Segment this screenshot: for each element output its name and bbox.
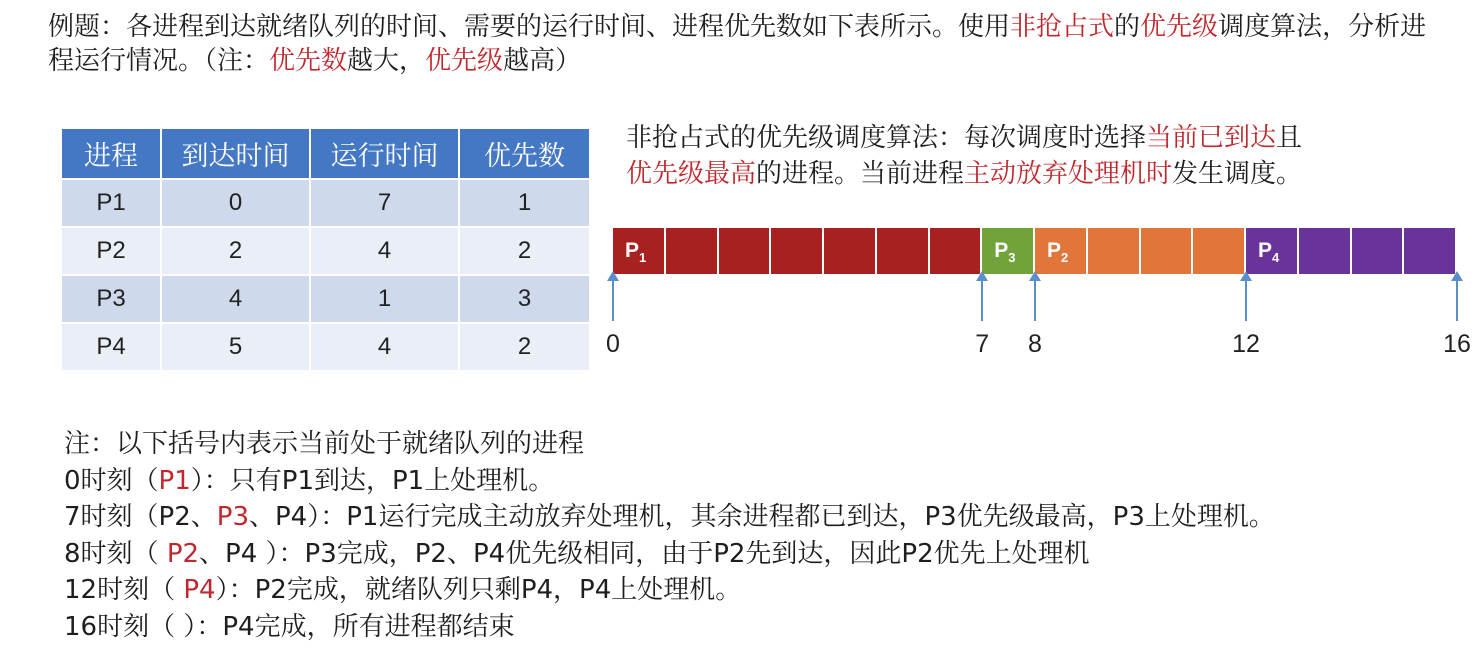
intro-text-5: 越高） bbox=[503, 46, 582, 76]
table-cell: P1 bbox=[61, 179, 161, 227]
table-cell: P3 bbox=[61, 275, 161, 323]
note-line bbox=[64, 463, 1464, 500]
note-line bbox=[64, 499, 1464, 536]
note-line bbox=[64, 572, 1464, 609]
intro-text-1: 例题：各进程到达就绪队列的时间、需要的运行时间、进程优先数如下表所示。使用 bbox=[48, 12, 1011, 42]
table-row bbox=[61, 179, 590, 227]
table-cell: 4 bbox=[161, 275, 310, 323]
note-highlight: P3 bbox=[216, 502, 249, 532]
note-highlight: P2 bbox=[166, 538, 200, 569]
note-text: 12时刻（ bbox=[64, 575, 184, 605]
gantt-cell bbox=[1404, 228, 1457, 274]
table-cell: 5 bbox=[161, 323, 310, 371]
table-row bbox=[61, 323, 590, 371]
algo-highlight-arrived: 当前已到达 bbox=[1146, 123, 1277, 153]
gantt-cell bbox=[719, 228, 772, 274]
table-cell: P2 bbox=[61, 227, 161, 275]
note-text: 8时刻（ bbox=[64, 538, 167, 569]
table-row bbox=[61, 275, 590, 323]
problem-statement bbox=[48, 10, 1448, 78]
table-cell: 0 bbox=[161, 179, 310, 227]
table-cell: 4 bbox=[310, 323, 459, 371]
gantt-time-arrow bbox=[1245, 277, 1247, 321]
gantt-process-label: $P_3$ bbox=[994, 239, 1016, 266]
note-highlight: P1 bbox=[158, 465, 191, 496]
gantt-process-label: $P_2$ bbox=[1047, 239, 1069, 266]
note-text: ）：P2完成，就绪队列只剩P4，P4上处理机。 bbox=[215, 575, 742, 605]
gantt-time-arrow bbox=[981, 277, 983, 321]
table-header-row bbox=[61, 128, 590, 179]
timeline-notes bbox=[64, 426, 1464, 645]
note-text: 、P4）：P1运行完成主动放弃处理机，其余进程都已到达，P3优先级最高，P3上处理机。 bbox=[249, 502, 1275, 532]
gantt-time-arrow bbox=[1034, 277, 1036, 321]
algo-text-2: 且 bbox=[1276, 123, 1303, 153]
gantt-cell bbox=[824, 228, 877, 274]
header-process: 进程 bbox=[61, 128, 161, 179]
note-text: ）：只有P1到达，P1上处理机。 bbox=[190, 465, 555, 496]
gantt-tick-label: 12 bbox=[1232, 330, 1260, 358]
intro-text-4: 越大， bbox=[347, 46, 426, 76]
gantt-tick-label: 8 bbox=[1028, 330, 1042, 358]
intro-highlight-nonpreemptive: 非抢占式 bbox=[1010, 12, 1115, 42]
note-line bbox=[64, 536, 1464, 573]
gantt-process-label: $P_1$ bbox=[625, 239, 647, 266]
table-cell: 1 bbox=[459, 179, 590, 227]
gantt-tick-label: 7 bbox=[975, 330, 990, 358]
gantt-time-arrow bbox=[612, 277, 614, 321]
table-cell: 2 bbox=[459, 323, 590, 371]
intro-highlight-priority-number: 优先数 bbox=[269, 46, 348, 76]
note-line bbox=[64, 609, 1464, 646]
header-arrival-time: 到达时间 bbox=[161, 128, 310, 179]
header-run-time: 运行时间 bbox=[310, 128, 459, 179]
intro-highlight-priority: 优先级 bbox=[1140, 12, 1219, 42]
table-row bbox=[61, 227, 590, 275]
table-cell: 7 bbox=[310, 179, 459, 227]
gantt-process-label: $P_4$ bbox=[1258, 239, 1280, 266]
process-table bbox=[60, 127, 591, 372]
table-cell: 2 bbox=[459, 227, 590, 275]
gantt-cell bbox=[1088, 228, 1141, 274]
gantt-time-arrow bbox=[1456, 277, 1458, 321]
table-cell: 4 bbox=[310, 227, 459, 275]
table-cell: P4 bbox=[61, 323, 161, 371]
table-cell: 3 bbox=[459, 275, 590, 323]
gantt-cell bbox=[877, 228, 930, 274]
gantt-tick-label: 0 bbox=[606, 330, 620, 358]
gantt-chart bbox=[600, 222, 1470, 372]
gantt-cell bbox=[1352, 228, 1405, 274]
gantt-cell bbox=[666, 228, 719, 274]
intro-text-3: 调度算法，分析进程运行情况。（注： bbox=[48, 12, 1427, 76]
note-text: 16时刻（ ）：P4完成，所有进程都结束 bbox=[64, 611, 515, 642]
gantt-tick-label: 16 bbox=[1443, 330, 1471, 358]
algorithm-description bbox=[626, 120, 1446, 192]
algo-highlight-highest-priority: 优先级最高 bbox=[626, 159, 757, 189]
gantt-cell bbox=[1193, 228, 1246, 274]
table-cell: 1 bbox=[310, 275, 459, 323]
algo-text-1: 非抢占式的优先级调度算法：每次调度时选择 bbox=[626, 123, 1147, 153]
gantt-cell bbox=[930, 228, 983, 274]
note-text: 、P4 ）：P3完成，P2、P4优先级相同，由于P2先到达，因此P2优先上处理机 bbox=[199, 538, 1090, 569]
header-priority-number: 优先数 bbox=[459, 128, 590, 179]
table-cell: 2 bbox=[161, 227, 310, 275]
note-text: 7时刻（P2、 bbox=[64, 502, 217, 532]
algo-text-3: 的进程。当前进程 bbox=[756, 159, 965, 189]
algo-text-4: 发生调度。 bbox=[1172, 159, 1303, 189]
notes-title: 注：以下括号内表示当前处于就绪队列的进程 bbox=[64, 429, 585, 459]
note-text: 0时刻（ bbox=[64, 465, 159, 496]
intro-text-2: 的 bbox=[1114, 12, 1141, 42]
note-highlight: P4 bbox=[183, 575, 216, 605]
algo-highlight-yield: 主动放弃处理机时 bbox=[964, 159, 1173, 189]
gantt-cell bbox=[1141, 228, 1194, 274]
gantt-cell bbox=[771, 228, 824, 274]
gantt-cell bbox=[1299, 228, 1352, 274]
intro-highlight-priority-level: 优先级 bbox=[425, 46, 504, 76]
